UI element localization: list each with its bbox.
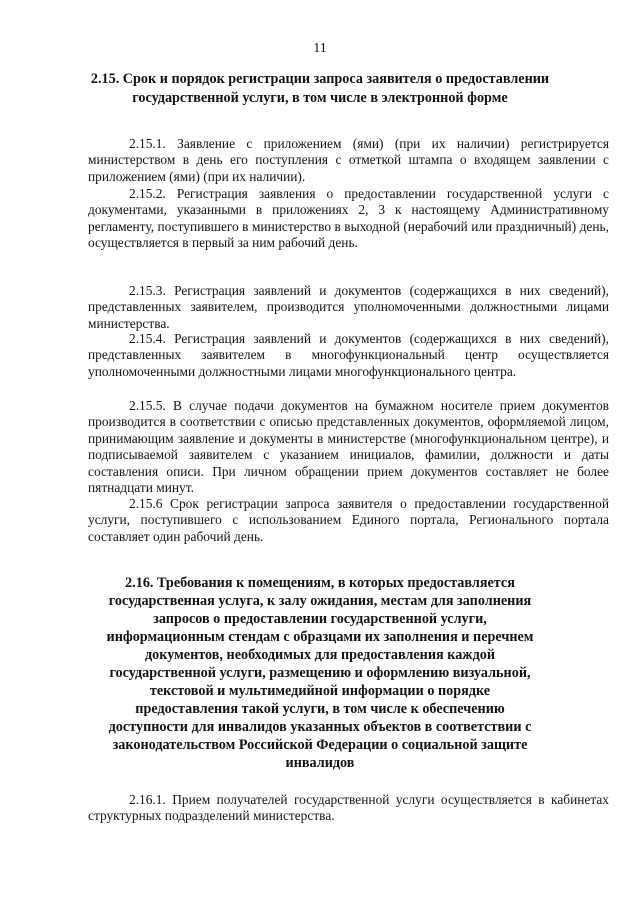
paragraph-2-15-1: 2.15.1. Заявление с приложением (ями) (при их наличии) регистрируется министерством в день его поступления с отметкой штампа о входящем заявлении с приложением (ями) (при их наличии). xyxy=(88,136,609,184)
paragraph-2-15-3: 2.15.3. Регистрация заявлений и документов (содержащихся в них сведений), представленных заявителем, производится уполномоченными должностными лицами министерства. xyxy=(88,283,609,331)
paragraph-2-15-2: 2.15.2. Регистрация заявления о предоставлении государственной услуги с документами, указанными в приложениях 2, 3 к настоящему Административному регламенту, поступившего в министерство в выходной (нерабочий или праздничный) день, осуществляется в первый за ним рабочий день. xyxy=(88,186,609,251)
paragraph-2-16-1: 2.16.1. Прием получателей государственной услуги осуществляется в кабинетах структурных подразделений министерства. xyxy=(88,792,609,824)
section-2-15-heading: 2.15. Срок и порядок регистрации запроса заявителя о предоставлении государственной услуги, в том числе в электронной форме xyxy=(90,71,550,106)
page-number: 11 xyxy=(313,41,327,56)
section-2-16-heading: 2.16. Требования к помещениям, в которых предоставляется государственная услуга, к залу ожидания, местам для заполнения запросов о предоставлении государственной услуги, информационным стендам с образцами их заполнения и перечнем документов, необходимых для предоставления каждой государственной услуги, размещению и оформлению визуальной, текстовой и мультимедийной информации о порядке предоставления такой услуги, в том числе к обеспечению доступности для инвалидов указанных объектов в соответствии с законодательством Российской Федерации о социальной защите инвалидов xyxy=(106,575,534,771)
paragraph-2-15-6: 2.15.6 Срок регистрации запроса заявителя о предоставлении государственной услуги, поступившего с использованием Единого портала, Регионального портала составляет один рабочий день. xyxy=(88,496,609,544)
paragraph-2-15-5: 2.15.5. В случае подачи документов на бумажном носителе прием документов производится в соответствии с описью представленных документов, оформляемой лицом, принимающим заявление и документы в министерстве (многофункциональном центре), и подписываемой заявителем с указанием инициалов, фамилии, должности и даты составления описи. При личном обращении прием документов составляет не более пятнадцати минут. xyxy=(88,398,609,496)
paragraph-2-15-4: 2.15.4. Регистрация заявлений и документов (содержащихся в них сведений), представленных заявителем в многофункциональный центр осуществляется уполномоченными должностными лицами многофункционального центра. xyxy=(88,331,609,379)
